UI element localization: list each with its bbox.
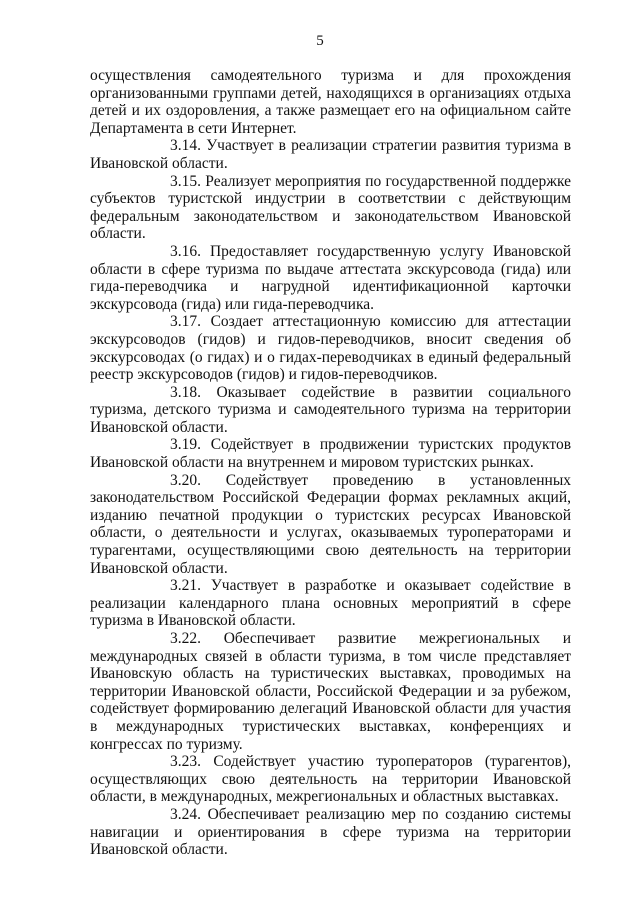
clause-text: Предоставляет государственную услугу Ивановской области в сфере туризма по выдаче аттестата экскурсовода (гида) или гида-переводчика и нагрудной идентификационной карточки экскурсовода (гида) или гида-переводчика. [90,242,571,313]
paragraph-3-21 [90,577,571,630]
paragraph-3-17 [90,313,571,383]
paragraph-3-19 [90,436,571,471]
clause-number: 3.16. [170,242,201,260]
paragraph-3-16 [90,243,571,313]
paragraph-3-24 [90,806,571,859]
clause-text: Содействует в продвижении туристских продуктов Ивановской области на внутреннем и мировом туристских рынках. [90,436,572,472]
paragraph-3-18 [90,384,571,437]
paragraph-3-14 [90,137,571,172]
clause-number: 3.21. [170,577,201,595]
document-body [90,67,571,859]
clause-number: 3.22. [170,630,201,647]
clause-text: Содействует проведению в установленных законодательством Российской Федерации формах рекламных акций, изданию печатной продукции о туристских ресурсах Ивановской области, о деятельности и услугах, оказываемых туроператорами и турагентами, осуществляющими свою деятельность на территории Ивановской области. [90,471,572,577]
clause-text: Создает аттестационную комиссию для аттестации экскурсоводов (гидов) и гидов-переводчиков, вносит сведения об экскурсоводах (о гидах) и о гидах-переводчиках в единый федеральный реестр экскурсоводов (гидов) и гидов-переводчиков. [90,313,571,384]
clause-text: Реализует мероприятия по государственной поддержке субъектов туристской индустрии в соответствии с действующим федеральным законодательством и законодательством Ивановской области. [90,172,571,243]
clause-number: 3.14. [170,137,201,155]
paragraph-3-20 [90,472,571,578]
clause-text: Обеспечивает развитие межрегиональных и международных связей в области туризма, в том числе представляет Ивановскую область на туристических выставках, проводимых на территории Ивановской области, Российской Федерации и за рубежом, содействует формированию делегаций Ивановской области для участия в международных туристических выставках, конференциях и конгрессах по туризму. [90,630,571,753]
clause-text: Обеспечивает реализацию мер по созданию системы навигации и ориентирования в сфере туризма на территории Ивановской области. [90,805,572,859]
clause-text: Содействует участию туроператоров (турагентов), осуществляющих свою деятельность на территории Ивановской области, в международных, межрегиональных и областных выставках. [90,753,571,806]
clause-number: 3.23. [170,753,201,771]
paragraph-3-15 [90,173,571,243]
intro-paragraph: осуществления самодеятельного туризма и для прохождения организованными группами детей, находящихся в организациях отдыха детей и их оздоровления, а также размещает его на официальном сайте Департамента в сети Интернет. [90,67,571,137]
clause-number: 3.18. [170,383,201,401]
clause-number: 3.17. [170,313,201,331]
clause-text: Оказывает содействие в развитии социального туризма, детского туризма и самодеятельного туризма на территории Ивановской области. [90,383,571,436]
page-number: 5 [316,33,324,49]
paragraph-3-22 [90,630,571,753]
clause-text: Участвует в разработке и оказывает содействие в реализации календарного плана основных мероприятий в сфере туризма в Ивановской области. [90,577,571,630]
clause-number: 3.15. [170,172,201,190]
clause-text: Участвует в реализации стратегии развития туризма в Ивановской области. [90,137,572,172]
clause-number: 3.20. [170,471,201,489]
clause-number: 3.24. [170,805,201,823]
paragraph-3-23 [90,753,571,806]
clause-number: 3.19. [170,436,201,454]
